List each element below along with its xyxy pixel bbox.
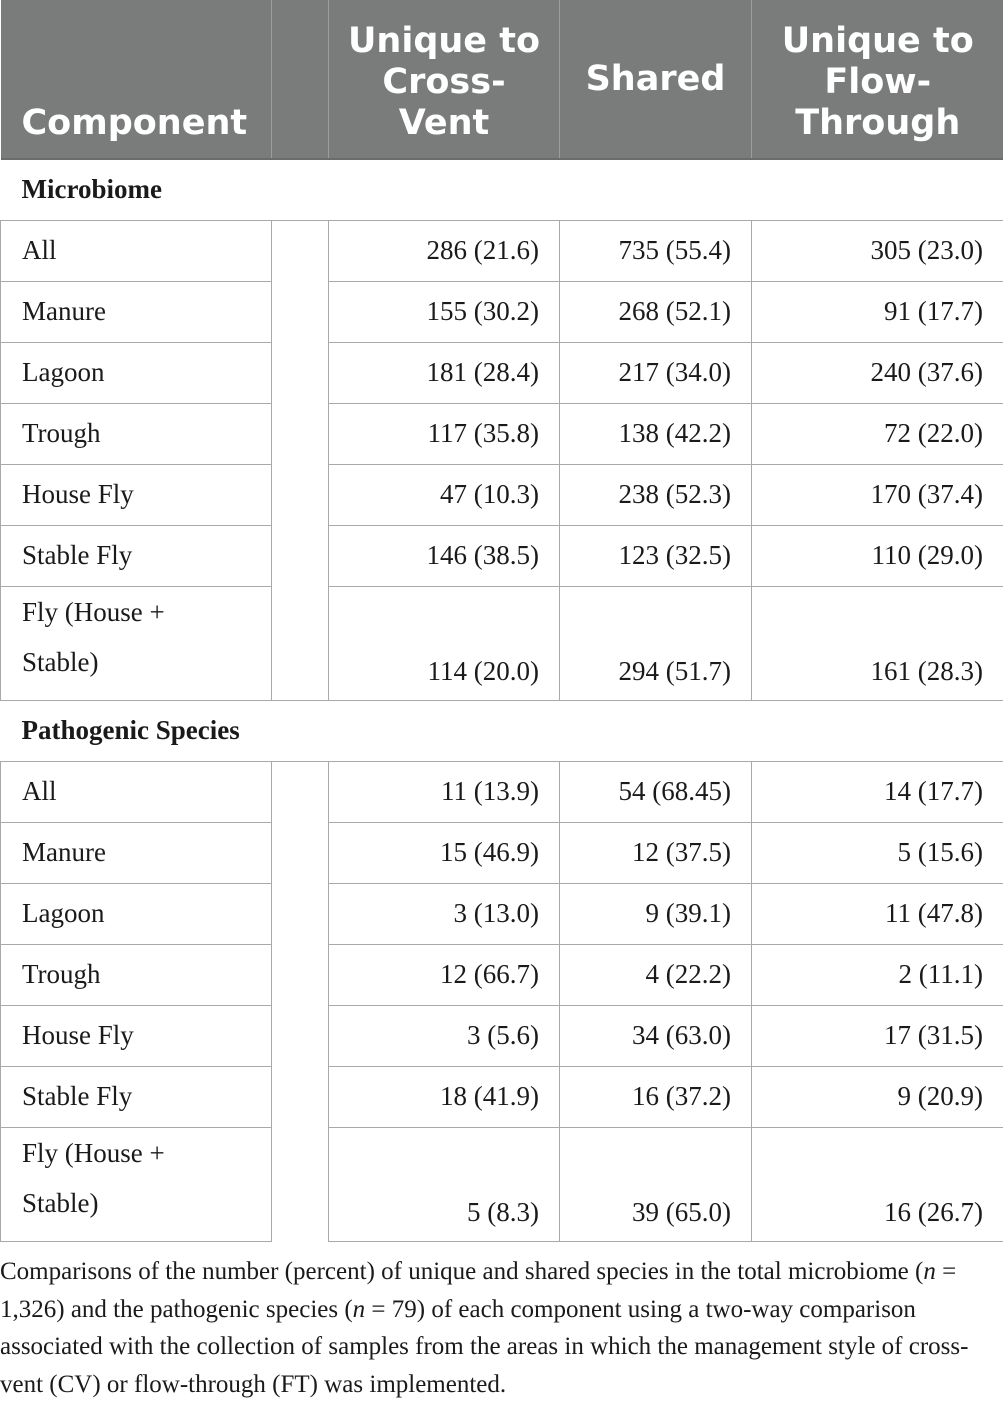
section-title: Microbiome [1, 159, 1003, 220]
spacer-cell [272, 883, 329, 944]
cell-shared: 4 (22.2) [560, 944, 752, 1005]
cell-unique-cross-vent: 181 (28.4) [329, 342, 560, 403]
row-label-line: Trough [22, 959, 101, 989]
row-label-line: Lagoon [22, 357, 105, 387]
row-label-line: All [22, 235, 57, 265]
cell-unique-cross-vent: 286 (21.6) [329, 220, 560, 281]
table-row [1, 883, 1003, 944]
cell-shared: 54 (68.45) [560, 761, 752, 822]
header-unique-cross-vent [329, 0, 560, 159]
row-label [1, 761, 272, 822]
cell-shared: 735 (55.4) [560, 220, 752, 281]
cell-unique-cross-vent: 146 (38.5) [329, 525, 560, 586]
caption-part-2: = 1,326) and the pathogenic species ( [0, 1258, 957, 1323]
spacer-cell [272, 1005, 329, 1066]
table-row [1, 281, 1003, 342]
table-row [1, 944, 1003, 1005]
header-shared: Shared [560, 0, 752, 159]
table-row [1, 403, 1003, 464]
header-cv-line-3: Vent [398, 103, 490, 143]
row-label-line: Stable) [22, 1187, 99, 1218]
row-label [1, 1005, 272, 1066]
cell-shared: 39 (65.0) [560, 1127, 752, 1241]
spacer-cell [272, 586, 329, 700]
cell-unique-flow-through: 72 (22.0) [752, 403, 1003, 464]
row-label-line: House Fly [22, 1020, 134, 1050]
table-caption [0, 1253, 1003, 1403]
header-row [1, 0, 1003, 159]
cell-shared: 238 (52.3) [560, 464, 752, 525]
table-row [1, 525, 1003, 586]
spacer-cell [272, 403, 329, 464]
header-ft-line-2: Flow- [824, 62, 932, 102]
spacer-cell [272, 1127, 329, 1241]
header-component: Component [1, 0, 272, 159]
cell-shared: 268 (52.1) [560, 281, 752, 342]
table-row [1, 464, 1003, 525]
table-row [1, 822, 1003, 883]
cell-unique-flow-through: 2 (11.1) [752, 944, 1003, 1005]
row-label [1, 342, 272, 403]
header-ft-line-3: Through [795, 103, 961, 143]
cell-unique-flow-through: 5 (15.6) [752, 822, 1003, 883]
cell-unique-cross-vent: 47 (10.3) [329, 464, 560, 525]
table-row [1, 220, 1003, 281]
row-label-line: Fly (House + [22, 1137, 165, 1168]
caption-part-3: = 79) of each component using a two-way comparison associated with the collection of samples from the areas in which the management style of cross-vent (CV) or flow-through (FT) was implemented. [0, 1295, 969, 1398]
spacer-cell [272, 822, 329, 883]
cell-unique-flow-through: 14 (17.7) [752, 761, 1003, 822]
row-label [1, 403, 272, 464]
caption-part-1: Comparisons of the number (percent) of unique and shared species in the total microbiome ( [0, 1258, 924, 1285]
cell-unique-flow-through: 9 (20.9) [752, 1066, 1003, 1127]
row-label-line: Manure [22, 296, 106, 326]
cell-unique-flow-through: 17 (31.5) [752, 1005, 1003, 1066]
header-blank [272, 0, 329, 159]
row-label [1, 1066, 272, 1127]
cell-unique-flow-through: 305 (23.0) [752, 220, 1003, 281]
spacer-cell [272, 281, 329, 342]
caption-n-symbol-1: n [923, 1258, 936, 1285]
caption-n-symbol-2: n [352, 1295, 366, 1323]
cell-unique-cross-vent: 3 (5.6) [329, 1005, 560, 1066]
spacer-cell [272, 342, 329, 403]
table-row [1, 761, 1003, 822]
row-label-line: Trough [22, 418, 101, 448]
cell-unique-cross-vent: 18 (41.9) [329, 1066, 560, 1127]
cell-shared: 217 (34.0) [560, 342, 752, 403]
cell-shared: 138 (42.2) [560, 403, 752, 464]
header-ft-line-1: Unique to [781, 21, 974, 61]
cell-unique-cross-vent: 12 (66.7) [329, 944, 560, 1005]
header-cv-line-2: Cross- [382, 62, 506, 102]
row-label-line: Stable Fly [22, 1081, 133, 1111]
row-label-line: All [22, 776, 57, 806]
header-cv-line-1: Unique to [347, 21, 540, 61]
cell-shared: 16 (37.2) [560, 1066, 752, 1127]
cell-unique-flow-through: 110 (29.0) [752, 525, 1003, 586]
table-row [1, 1127, 1003, 1241]
row-label-line: Manure [22, 837, 106, 867]
table-row [1, 1005, 1003, 1066]
cell-shared: 34 (63.0) [560, 1005, 752, 1066]
row-label [1, 586, 272, 700]
row-label [1, 525, 272, 586]
table-row [1, 342, 1003, 403]
spacer-cell [272, 220, 329, 281]
row-label-line: Stable Fly [22, 540, 133, 570]
row-label-line: House Fly [22, 479, 134, 509]
cell-shared: 9 (39.1) [560, 883, 752, 944]
cell-unique-cross-vent: 11 (13.9) [329, 761, 560, 822]
row-label [1, 1127, 272, 1241]
cell-unique-cross-vent: 3 (13.0) [329, 883, 560, 944]
cell-shared: 294 (51.7) [560, 586, 752, 700]
cell-unique-flow-through: 170 (37.4) [752, 464, 1003, 525]
row-label [1, 822, 272, 883]
section-row-pathogenic [1, 700, 1003, 761]
cell-shared: 123 (32.5) [560, 525, 752, 586]
section-row-microbiome [1, 159, 1003, 220]
cell-unique-flow-through: 11 (47.8) [752, 883, 1003, 944]
table-body [1, 159, 1003, 1241]
cell-unique-cross-vent: 117 (35.8) [329, 403, 560, 464]
cell-unique-cross-vent: 114 (20.0) [329, 586, 560, 700]
spacer-cell [272, 464, 329, 525]
table-row [1, 1066, 1003, 1127]
row-label [1, 944, 272, 1005]
cell-unique-cross-vent: 155 (30.2) [329, 281, 560, 342]
cell-unique-flow-through: 91 (17.7) [752, 281, 1003, 342]
row-label [1, 464, 272, 525]
cell-unique-flow-through: 161 (28.3) [752, 586, 1003, 700]
row-label [1, 883, 272, 944]
spacer-cell [272, 761, 329, 822]
row-label-line: Fly (House + [22, 596, 165, 627]
row-label [1, 281, 272, 342]
cell-unique-cross-vent: 15 (46.9) [329, 822, 560, 883]
cell-unique-flow-through: 240 (37.6) [752, 342, 1003, 403]
table-row [1, 586, 1003, 700]
spacer-cell [272, 944, 329, 1005]
header-unique-flow-through [752, 0, 1003, 159]
spacer-cell [272, 1066, 329, 1127]
section-title: Pathogenic Species [1, 700, 1003, 761]
cell-unique-flow-through: 16 (26.7) [752, 1127, 1003, 1241]
cell-unique-cross-vent: 5 (8.3) [329, 1127, 560, 1241]
row-label-line: Stable) [22, 646, 99, 677]
row-label [1, 220, 272, 281]
spacer-cell [272, 525, 329, 586]
cell-shared: 12 (37.5) [560, 822, 752, 883]
row-label-line: Lagoon [22, 898, 105, 928]
